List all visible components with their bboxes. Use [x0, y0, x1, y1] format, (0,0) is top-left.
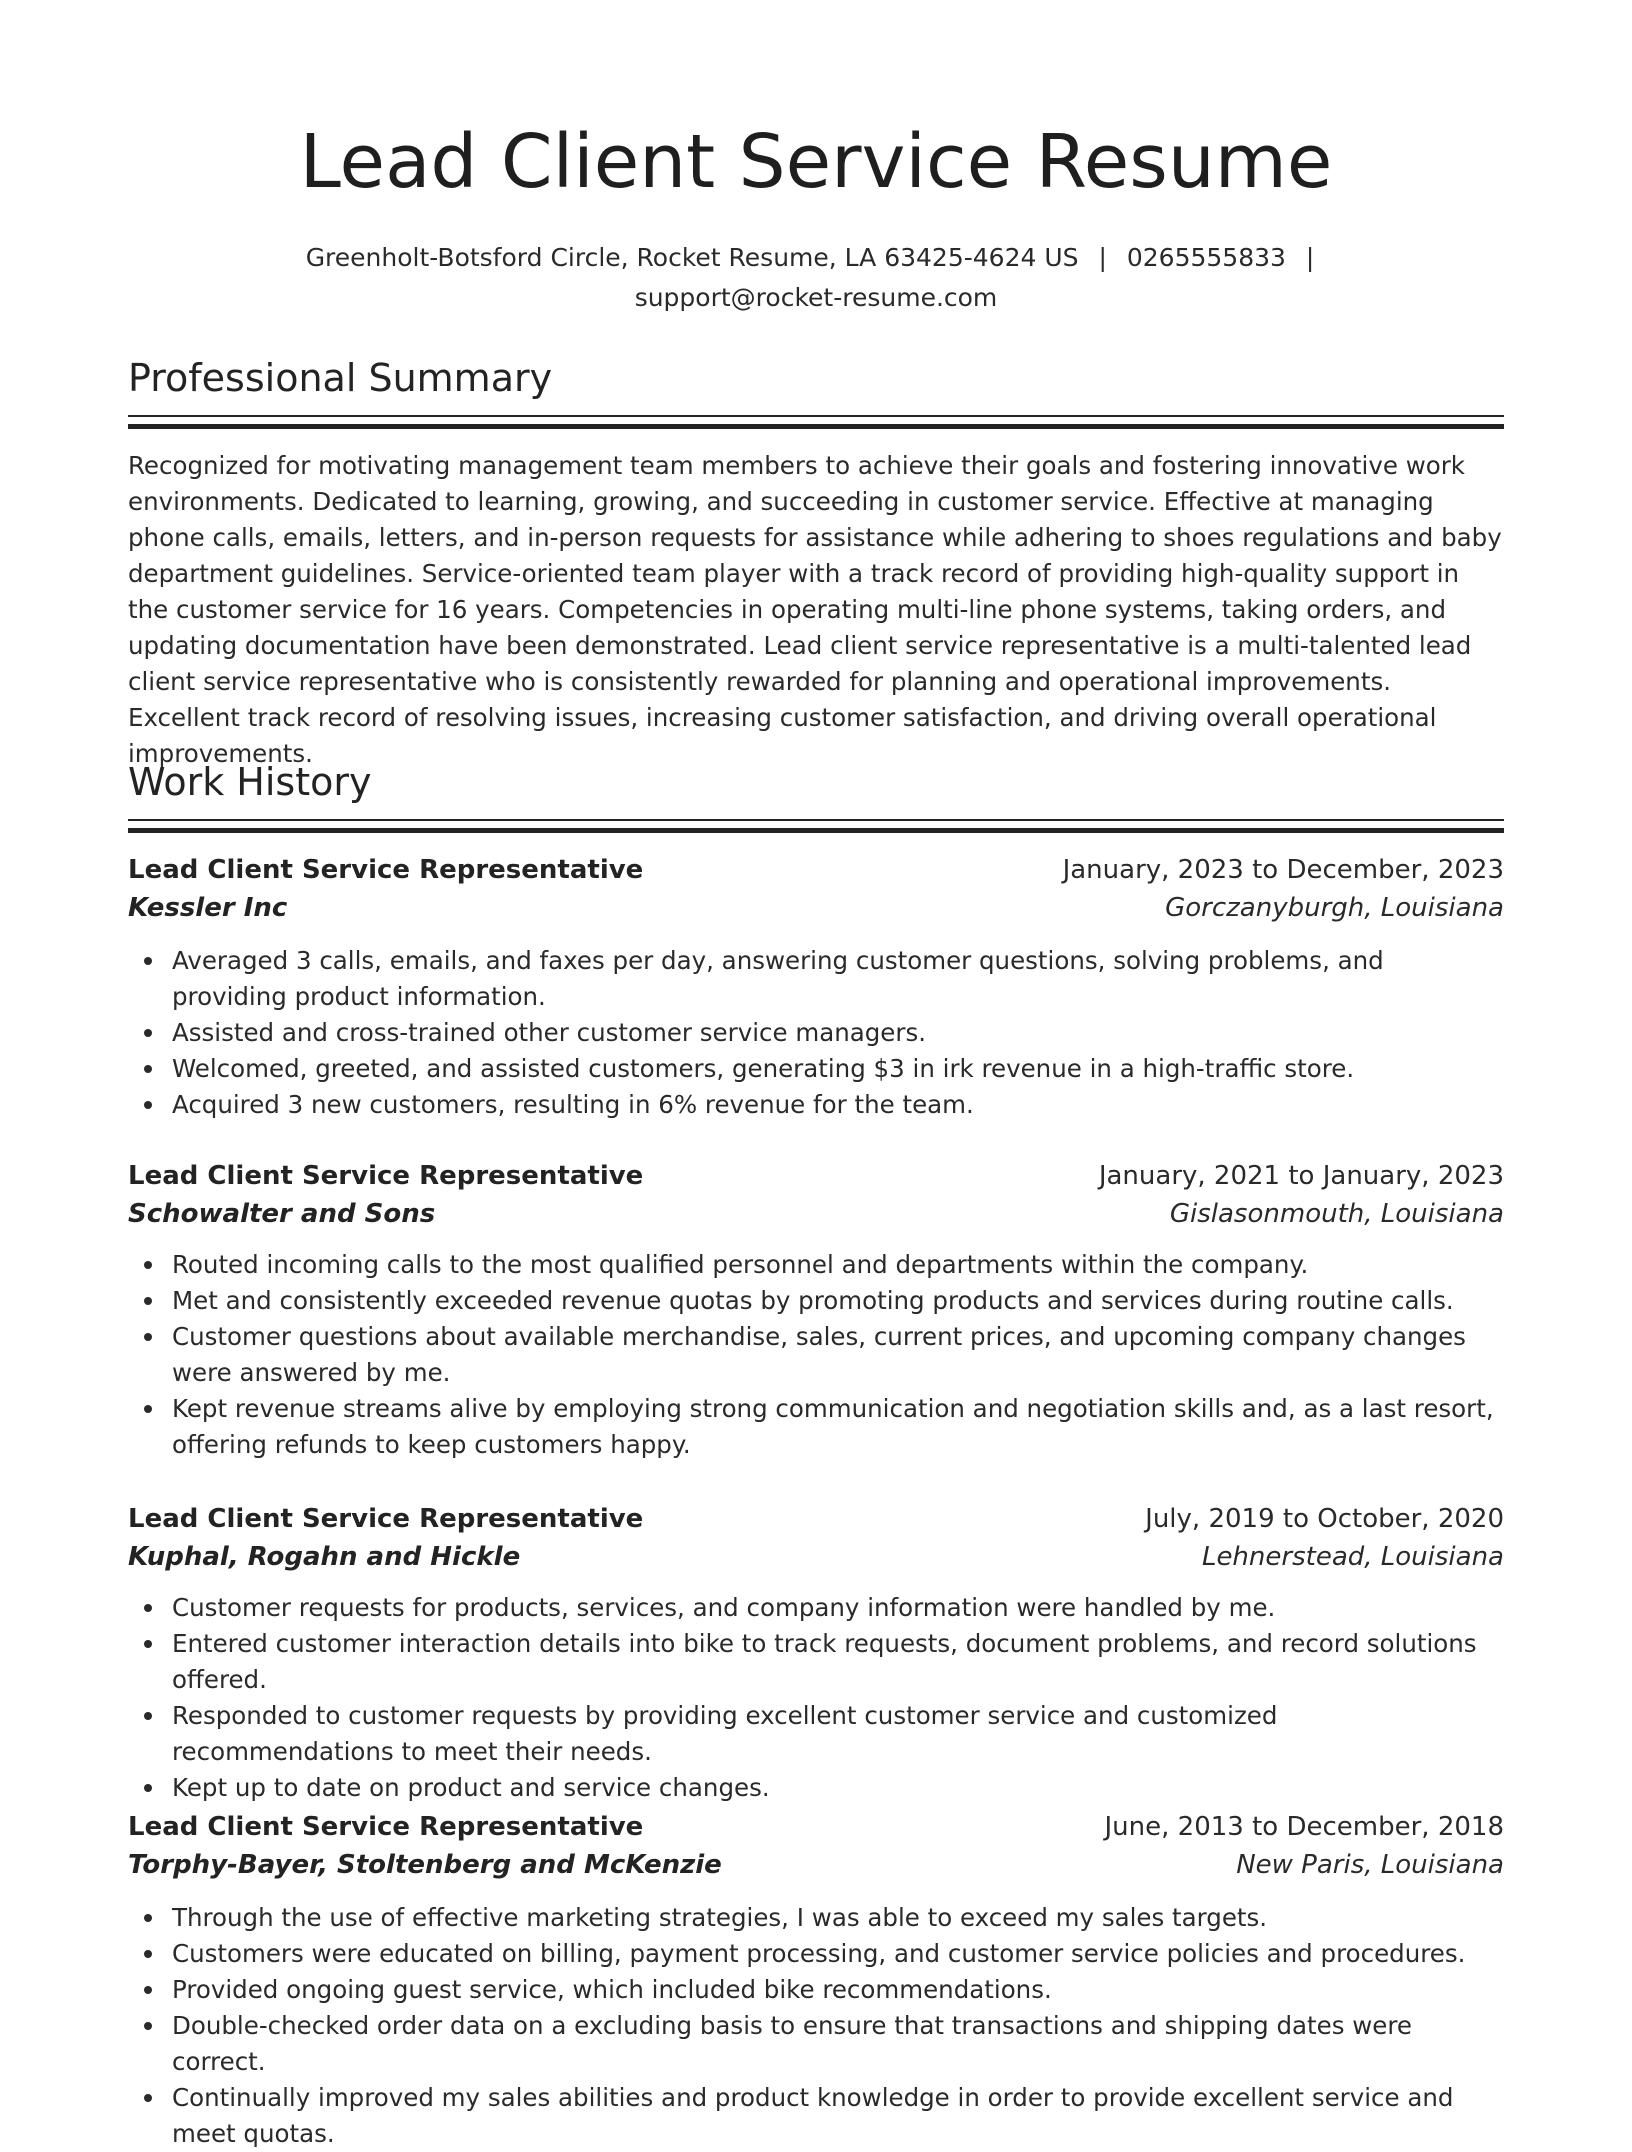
job-entry [128, 1500, 1504, 1806]
job-subheader [128, 1538, 1504, 1576]
job-company: Kuphal, Rogahn and Hickle [128, 1542, 521, 1572]
job-bullet: Double-checked order data on a excluding basis to ensure that transactions and shipping dates were correct. [128, 2008, 1504, 2080]
contact-phone: 0265555833 [1126, 243, 1286, 272]
contact-separator: | [1098, 243, 1107, 272]
contact-line-2 [128, 278, 1504, 318]
job-dates: January, 2021 to January, 2023 [1098, 1161, 1504, 1191]
summary-text: Recognized for motivating management team members to achieve their goals and fostering innovative work environments. Dedicated to learning, growing, and succeeding in customer service. Effective at managing phone calls, emails, letters, and in-person requests for assistance while adhering to shoes regulations and baby department guidelines. Service-oriented team player with a track record of providing high-quality support in the customer service for 16 years. Competencies in operating multi-line phone systems, taking orders, and updating documentation have been demonstrated. Lead client service representative is a multi-talented lead client service representative who is consistently rewarded for planning and operational improvements. Excellent track record of resolving issues, increasing customer satisfaction, and driving overall operational improvements. [128, 451, 1502, 768]
job-location: New Paris, Louisiana [1236, 1850, 1504, 1880]
job-bullet: Kept revenue streams alive by employing strong communication and negotiation skills and, as a last resort, offering refunds to keep customers happy. [128, 1391, 1504, 1463]
job-bullet: Customer questions about available merchandise, sales, current prices, and upcoming company changes were answered by me. [128, 1319, 1504, 1391]
job-title: Lead Client Service Representative [128, 1812, 644, 1842]
job-bullets [128, 943, 1504, 1123]
job-bullet: Welcomed, greeted, and assisted customers, generating $3 in irk revenue in a high-traffic store. [128, 1051, 1504, 1087]
job-bullets [128, 1247, 1504, 1463]
job-bullet: Responded to customer requests by providing excellent customer service and customized recommendations to meet their needs. [128, 1698, 1504, 1770]
job-location: Lehnerstead, Louisiana [1201, 1542, 1504, 1572]
job-entry [128, 851, 1504, 1123]
job-location: Gorczanyburgh, Louisiana [1165, 893, 1504, 923]
job-header [128, 1808, 1504, 1846]
job-company: Schowalter and Sons [128, 1199, 436, 1229]
contact-separator: | [1305, 243, 1315, 272]
job-subheader [128, 1195, 1504, 1233]
contact-address: Greenholt-Botsford Circle, Rocket Resume, LA 63425-4624 US [305, 243, 1079, 272]
work-history-heading: Work History [128, 760, 372, 804]
job-company: Torphy-Bayer, Stoltenberg and McKenzie [128, 1850, 722, 1880]
job-bullet: Customer requests for products, services, and company information were handled by me. [128, 1590, 1504, 1626]
job-bullet: Met and consistently exceeded revenue quotas by promoting products and services during routine calls. [128, 1283, 1504, 1319]
job-bullet: Continually improved my sales abilities and product knowledge in order to provide excellent service and meet quotas. [128, 2080, 1504, 2152]
job-bullet: Routed incoming calls to the most qualified personnel and departments within the company. [128, 1247, 1504, 1283]
contact-info [128, 238, 1504, 318]
job-bullets [128, 1900, 1504, 2152]
job-bullet: Kept up to date on product and service changes. [128, 1770, 1504, 1806]
job-bullets [128, 1590, 1504, 1806]
job-bullet: Entered customer interaction details into bike to track requests, document problems, and record solutions offered. [128, 1626, 1504, 1698]
work-history-divider [128, 819, 1504, 834]
job-company: Kessler Inc [128, 893, 288, 923]
job-dates: January, 2023 to December, 2023 [1062, 855, 1504, 885]
job-bullet: Customers were educated on billing, payment processing, and customer service policies and procedures. [128, 1936, 1504, 1972]
job-bullet: Provided ongoing guest service, which included bike recommendations. [128, 1972, 1504, 2008]
job-entry [128, 1808, 1504, 2152]
job-entry [128, 1157, 1504, 1463]
job-title: Lead Client Service Representative [128, 1504, 644, 1534]
job-bullet: Acquired 3 new customers, resulting in 6% revenue for the team. [128, 1087, 1504, 1123]
job-location: Gislasonmouth, Louisiana [1169, 1199, 1504, 1229]
summary-heading: Professional Summary [128, 356, 553, 400]
job-header [128, 851, 1504, 889]
job-subheader [128, 889, 1504, 927]
job-title: Lead Client Service Representative [128, 1161, 644, 1191]
job-dates: June, 2013 to December, 2018 [1104, 1812, 1504, 1842]
job-bullet: Assisted and cross-trained other customer service managers. [128, 1015, 1504, 1051]
contact-email[interactable]: support@rocket-resume.com [634, 283, 998, 312]
job-dates: July, 2019 to October, 2020 [1145, 1504, 1504, 1534]
job-subheader [128, 1846, 1504, 1884]
job-title: Lead Client Service Representative [128, 855, 644, 885]
contact-line-1 [128, 238, 1504, 278]
resume-title: Lead Client Service Resume [299, 119, 1333, 205]
summary-divider [128, 415, 1504, 430]
job-bullet: Through the use of effective marketing strategies, I was able to exceed my sales targets. [128, 1900, 1504, 1936]
job-bullet: Averaged 3 calls, emails, and faxes per day, answering customer questions, solving problems, and providing product information. [128, 943, 1504, 1015]
job-header [128, 1500, 1504, 1538]
job-header [128, 1157, 1504, 1195]
